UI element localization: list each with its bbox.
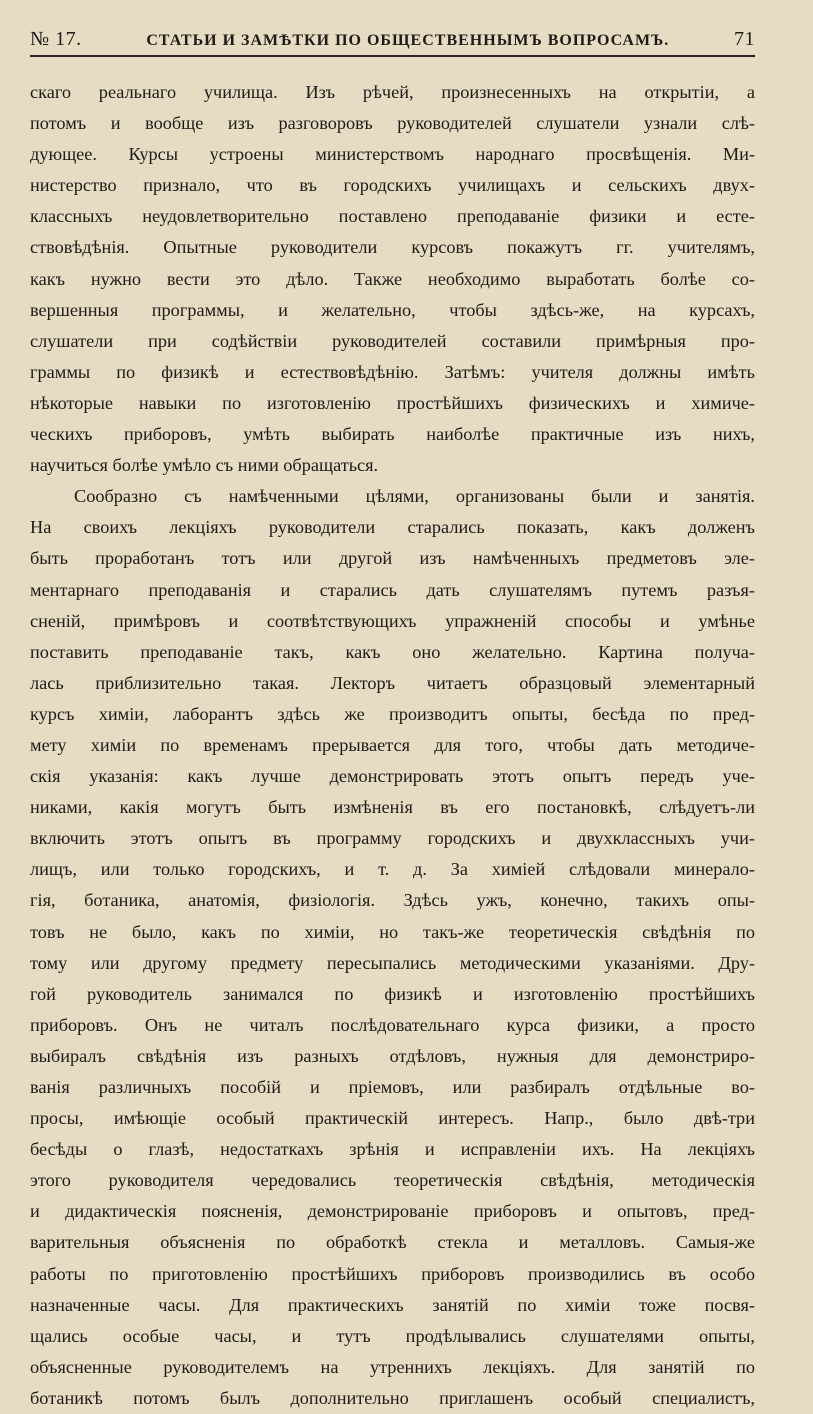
- text-line: выбиралъ свѣдѣнія изъ разныхъ отдѣловъ, нужныя для демонстриро-: [30, 1045, 755, 1066]
- text-line: На своихъ лекціяхъ руководители старались показать, какъ долженъ: [30, 517, 755, 538]
- text-line: приборовъ. Онъ не читалъ послѣдовательнаго курса физики, а просто: [30, 1014, 755, 1035]
- text-line: товъ не было, какъ по химіи, но такъ-же теоретическія свѣдѣнія по: [30, 921, 755, 942]
- text-line: Сообразно съ намѣченными цѣлями, организованы были и занятія.: [74, 486, 755, 507]
- text-line: нѣкоторые навыки по изготовленію простѣйшихъ физическихъ и химиче-: [30, 392, 755, 413]
- text-line: сненій, примѣровъ и соотвѣтствующихъ упражненій способы и умѣнье: [30, 610, 755, 631]
- text-line: скаго реальнаго училища. Изъ рѣчей, произнесенныхъ на открытіи, а: [30, 82, 755, 102]
- text-line: ческихъ приборовъ, умѣть выбирать наиболѣе практичные изъ нихъ,: [30, 424, 755, 445]
- text-line: бесѣды о глазѣ, недостаткахъ зрѣнія и исправленіи ихъ. На лекціяхъ: [30, 1139, 755, 1160]
- text-line: мету химіи по временамъ прерывается для того, чтобы дать методиче-: [30, 734, 755, 755]
- text-line: тому или другому предмету пересыпались методическими указаніями. Дру-: [30, 952, 755, 973]
- text-line: ствовѣдѣнія. Опытные руководители курсовъ покажутъ гг. учителямъ,: [30, 237, 755, 258]
- text-line: потомъ и вообще изъ разговоровъ руководителей слушатели узнали слѣ-: [30, 113, 755, 134]
- page-header: [30, 28, 755, 57]
- issue-number: № 17.: [30, 28, 82, 50]
- text-line: научиться болѣе умѣло съ ними обращаться.: [30, 455, 379, 476]
- text-line: гой руководитель занимался по физикѣ и изготовленію простѣйшихъ: [30, 983, 755, 1004]
- text-line: и дидактическія поясненія, демонстрированіе приборовъ и опытовъ, пред-: [30, 1201, 755, 1222]
- page-number: 71: [734, 28, 755, 50]
- text-line: варительныя объясненія по обработкѣ стекла и металловъ. Самыя-же: [30, 1232, 755, 1253]
- text-line: включить этотъ опытъ въ программу городскихъ и двухклассныхъ учи-: [30, 828, 755, 849]
- text-line: лась приблизительно такая. Лекторъ читаетъ образцовый элементарный: [30, 672, 755, 693]
- text-line: назначенные часы. Для практическихъ занятій по химіи тоже посвя-: [30, 1294, 755, 1315]
- text-line: нистерство признало, что въ городскихъ училищахъ и сельскихъ двух-: [30, 175, 755, 196]
- text-line: гія, ботаника, анатомія, физіологія. Здѣсь ужъ, конечно, такихъ опы-: [30, 890, 755, 911]
- text-line: вершенныя программы, и желательно, чтобы здѣсь-же, на курсахъ,: [30, 299, 755, 320]
- text-line: скія указанія: какъ лучше демонстрировать этотъ опытъ передъ уче-: [30, 766, 755, 787]
- text-line: какъ нужно вести это дѣло. Также необходимо выработать болѣе со-: [30, 268, 755, 289]
- text-line: слушатели при содѣйствіи руководителей составили примѣрныя про-: [30, 330, 755, 351]
- text-line: ментарнаго преподаванія и старались дать слушателямъ путемъ разъя-: [30, 579, 755, 600]
- text-line: граммы по физикѣ и естествовѣдѣнію. Затѣмъ: учителя должны имѣть: [30, 361, 755, 382]
- text-line: объясненные руководителемъ на утреннихъ лекціяхъ. Для занятій по: [30, 1356, 755, 1377]
- text-line: никами, какія могутъ быть измѣненія въ его постановкѣ, слѣдуетъ-ли: [30, 797, 755, 818]
- text-line: дующее. Курсы устроены министерствомъ народнаго просвѣщенія. Ми-: [30, 144, 755, 165]
- text-line: просы, имѣющіе особый практическій интересъ. Напр., было двѣ-три: [30, 1108, 755, 1129]
- text-line: поставить преподаваніе такъ, какъ оно желательно. Картина получа-: [30, 641, 755, 662]
- text-line: классныхъ неудовлетворительно поставлено преподаваніе физики и есте-: [30, 206, 755, 227]
- running-title: СТАТЬИ И ЗАМѢТКИ ПО ОБЩЕСТВЕННЫМЪ ВОПРОСАМЪ.: [146, 32, 670, 49]
- text-line: работы по приготовленію простѣйшихъ приборовъ производились въ особо: [30, 1263, 755, 1284]
- text-line: быть проработанъ тотъ или другой изъ намѣченныхъ предметовъ эле-: [30, 548, 755, 569]
- body-text: [30, 77, 755, 1414]
- text-line: лищъ, или только городскихъ, и т. д. За химіей слѣдовали минерало-: [30, 859, 755, 880]
- text-line: щались особые часы, и тутъ продѣлывались слушателями опыты,: [30, 1325, 755, 1346]
- text-line: ванія различныхъ пособій и пріемовъ, или разбиралъ отдѣльные во-: [30, 1077, 755, 1097]
- text-line: ботаникѣ потомъ былъ дополнительно приглашенъ особый специалистъ,: [30, 1387, 755, 1408]
- text-line: этого руководителя чередовались теоретическія свѣдѣнія, методическія: [30, 1170, 755, 1191]
- text-line: курсъ химіи, лаборантъ здѣсь же производитъ опыты, бесѣда по пред-: [30, 703, 755, 724]
